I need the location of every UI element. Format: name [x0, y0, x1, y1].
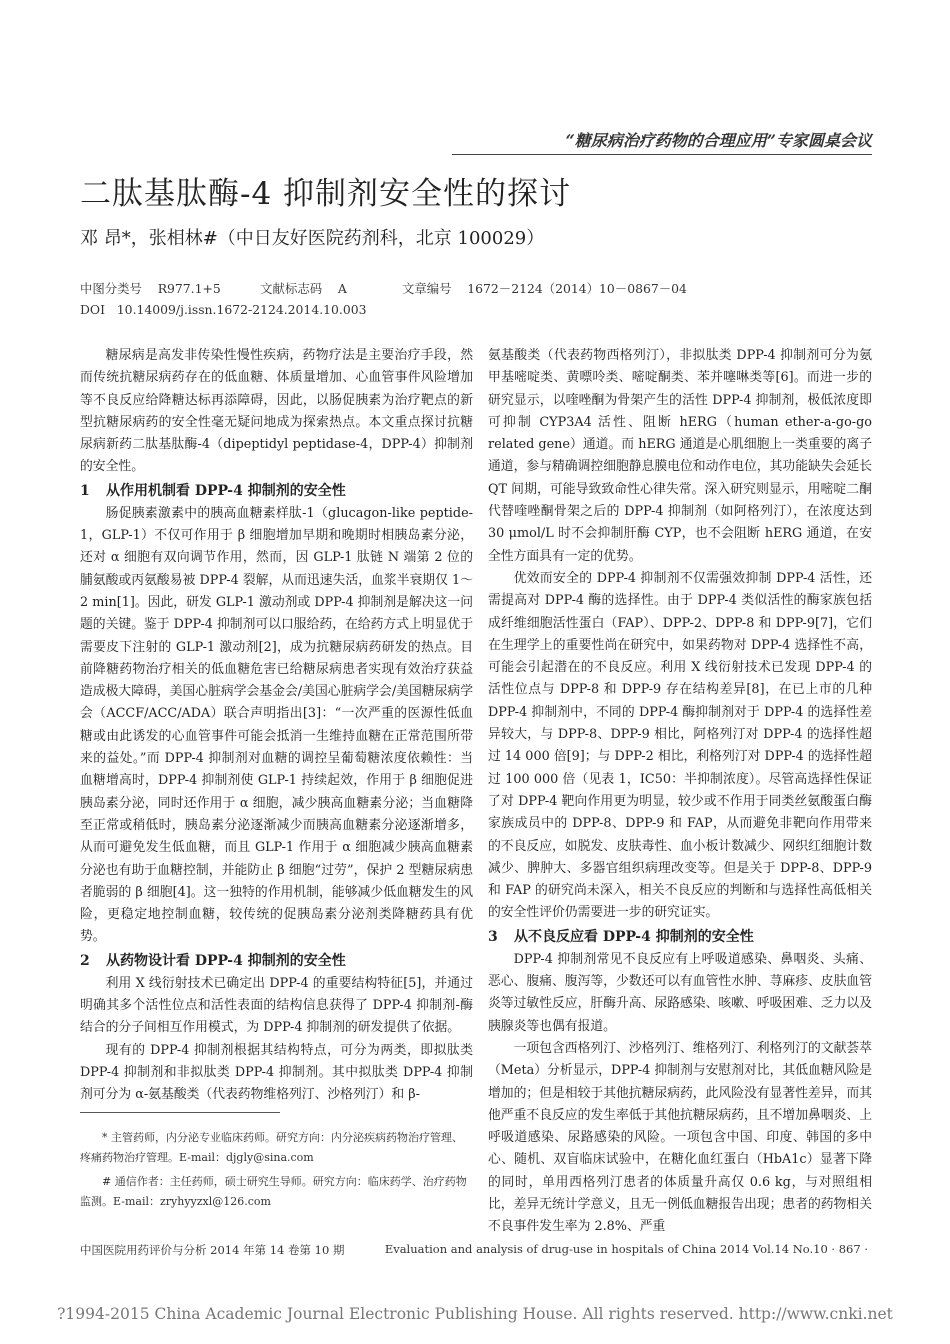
section-heading-2: 2 从药物设计看 DPP-4 抑制剂的安全性: [80, 952, 346, 969]
left-column: [80, 345, 473, 1107]
journal-footer: 中国医院用药评价与分析 2014 年第 14 卷第 10 期: [80, 1243, 345, 1257]
paragraph: 一项包含西格列汀、沙格列汀、维格列汀、利格列汀的文献荟萃（Meta）分析显示，DPP-4 抑制剂与安慰剂对比，其低血糖风险是增加的；但是相较于其他抗糖尿病药，此风险没有显著性差异，而其他严重不良反应的发生率低于其他抗糖尿病药，且不增加鼻咽炎、上呼吸道感染、尿路感染的风险。一项包含中国、印度、韩国的多中心、随机、双盲临床试验中，在糖化血红蛋白（HbA1c）显著下降的同时，单用西格列汀患者的体质量升高仅 0.6 kg，与对照组相比，差异无统计学意义，且无一例低血糖报告出现；患者的药物相关不良事件发生率为 2.8%、严重: [488, 1040, 872, 1235]
right-column: [488, 345, 872, 1239]
footnote-corresponding: # 通信作者：主任药师，硕士研究生导师。研究方向：临床药学、治疗药物监测。E-mail：zryhyyzxl@126.com: [80, 1175, 467, 1208]
authors-line: 邓 昂*，张相林#（中日友好医院药剂科，北京 100029）: [80, 228, 545, 249]
paragraph: 肠促胰素激素中的胰高血糖素样肽-1（glucagon-like peptide-1，GLP-1）不仅可作用于 β 细胞增加早期和晚期时相胰岛素分泌，还对 α 细胞有双向调节作用，然而，因 GLP-1 肽链 N 端第 2 位的脯氨酸或丙氨酸易被 DPP-4 裂解，从而迅速失活，血浆半衰期仅 1～2 min[1]。因此，研发 GLP-1 激动剂或 DPP-4 抑制剂是解决这一问题的关键。鉴于 DPP-4 抑制剂可以口服给药，在给药方式上明显优于需要皮下注射的 GLP-1 激动剂[2]，成为抗糖尿病药研发的热点。目前降糖药物治疗相关的低血糖危害已给糖尿病患者实现有效治疗获益造成极大障碍，美国心脏病学会基金会/美国心脏病学会/美国糖尿病学会（ACCF/ACC/ADA）联合声明指出[3]：“一次严重的医源性低血糖或由此诱发的心血管事件可能会抵消一生维持血糖在正常范围所带来的益处。”而 DPP-4 抑制剂对血糖的调控呈葡萄糖浓度依赖性：当血糖增高时，DPP-4 抑制剂使 GLP-1 持续起效，作用于 β 细胞促进胰岛素分泌，同时还作用于 α 细胞，减少胰高血糖素分泌；当血糖降至正常或稍低时，胰岛素分泌逐渐减少而胰高血糖素分泌逐渐增多，从而可避免发生低血糖，而且 GLP-1 作用于 α 细胞减少胰高血糖素分泌也有助于血糖控制，并能防止 β 细胞“过劳”，保护 2 型糖尿病患者脆弱的 β 细胞[4]。这一独特的作用机制，能够减少低血糖发生的风险，更稳定地控制血糖，较传统的促胰岛素分泌剂类降糖药具有优势。: [80, 505, 473, 945]
series-header: “糖尿病治疗药物的合理应用”专家圆桌会议: [452, 128, 872, 155]
paragraph: 优效而安全的 DPP-4 抑制剂不仅需强效抑制 DPP-4 活性，还需提高对 DPP-4 酶的选择性。由于 DPP-4 类似活性的酶家族包括成纤维细胞活性蛋白（FAP）、DPP-2、DPP-8 和 DPP-9[7]，它们在生理学上的重要性尚在研究中，如果药物对 DPP-4 选择性不高，可能会引起潜在的不良反应。利用 X 线衍射技术已发现 DPP-4 的活性位点与 DPP-8 和 DPP-9 存在结构差异[8]，在已上市的几种 DPP-4 抑制剂中，不同的 DPP-4 酶抑制剂对于 DPP-4 的选择性差异较大，与 DPP-8、DPP-9 相比，阿格列汀对 DPP-4 的选择性超过 14 000 倍[9]；与 DPP-2 相比，利格列汀对 DPP-4 的选择性超过 100 000 倍（见表 1，IC50：半抑制浓度）。尽管高选择性保证了对 DPP-4 靶向作用更为明显，较少或不作用于同类丝氨酸蛋白酶家族成员中的 DPP-8、DPP-9 和 FAP，从而避免非靶向作用带来的不良反应，如脱发、皮肤毒性、血小板计数减少、网织红细胞计数减少、脾肿大、多器官组织病理改变等。但是关于 DPP-8、DPP-9 和 FAP 的研究尚未深入，相关不良反应的判断和与选择性高低相关的安全性评价仍需要进一步的研究证实。: [488, 570, 872, 921]
doi-line: DOI 10.14009/j.issn.1672-2124.2014.10.003: [80, 302, 367, 317]
section-heading-1: 1 从作用机制看 DPP-4 抑制剂的安全性: [80, 482, 346, 499]
paragraph: DPP-4 抑制剂常见不良反应有上呼吸道感染、鼻咽炎、头痛、恶心、腹痛、腹泻等，少数还可以有血管性水肿、荨麻疹、皮肤血管炎等过敏性反应，肝酶升高、尿路感染、咳嗽、呼吸困难、乏力以及胰腺炎等也偶有报道。: [488, 951, 872, 1034]
paragraph: 糖尿病是高发非传染性慢性疾病，药物疗法是主要治疗手段，然而传统抗糖尿病药存在的低血糖、体质量增加、心血管事件风险增加等不良反应给降糖达标再添障碍，因此，以肠促胰素为治疗靶点的新型抗糖尿病药的安全性毫无疑问地成为探索热点。本文重点探讨抗糖尿病新药二肽基肽酶-4（dipeptidyl peptidase-4，DPP-4）抑制剂的安全性。: [80, 348, 473, 475]
footnote-divider: [80, 1112, 280, 1113]
footnote-author: * 主管药师，内分泌专业临床药师。研究方向：内分泌疾病药物治疗管理、疼痛药物治疗管理。E-mail：djgly@sina.com: [80, 1131, 463, 1164]
paragraph: 氨基酸类（代表药物西格列汀），非拟肽类 DPP-4 抑制剂可分为氨甲基嘧啶类、黄嘌呤类、嘧啶酮类、苯并噻啉类等[6]。而进一步的研究显示，以喹唑酮为骨架产生的活性 DPP-4 抑制剂，极低浓度即可抑制 CYP3A4 活性、阻断 hERG（human ether-a-go-go related gene）通道。而 hERG 通道是心肌细胞上一类重要的离子通道，参与精确调控细胞静息膜电位和动作电位，其功能缺失会延长 QT 间期，可能导致致命性心律失常。深入研究则显示，用嘧啶二酮代替喹唑酮骨架之后的 DPP-4 抑制剂（如阿格列汀），在浓度达到 30 μmol/L 时不会抑制肝酶 CYP，也不会阻断 hERG 通道，在安全性方面具有一定的优势。: [488, 348, 872, 564]
article-title: 二肽基肽酶-4 抑制剂安全性的探讨: [80, 176, 572, 212]
paragraph: 利用 X 线衍射技术已确定出 DPP-4 的重要结构特征[5]，并通过明确其多个活性位点和活性表面的结构信息获得了 DPP-4 抑制剂-酶结合的分子间相互作用模式，为 DPP-4 抑制剂的研发提供了依据。: [80, 975, 473, 1036]
copyright-notice: ?1994-2015 China Academic Journal Electronic Publishing House. All rights reserved. http://www.cnki.net: [57, 1305, 893, 1323]
classification-line: 中图分类号 R977.1+5 文献标志码 A 文章编号 1672－2124（2014）10－0867－04: [80, 281, 687, 296]
journal-footer-english: Evaluation and analysis of drug-use in hospitals of China 2014 Vol.14 No.10 · 867 ·: [384, 1242, 868, 1256]
paragraph: 现有的 DPP-4 抑制剂根据其结构特点，可分为两类，即拟肽类 DPP-4 抑制剂和非拟肽类 DPP-4 抑制剂。其中拟肽类 DPP-4 抑制剂可分为 α-氨基酸类（代表药物维格列汀、沙格列汀）和 β-: [80, 1042, 473, 1103]
section-heading-3: 3 从不良反应看 DPP-4 抑制剂的安全性: [488, 928, 754, 945]
